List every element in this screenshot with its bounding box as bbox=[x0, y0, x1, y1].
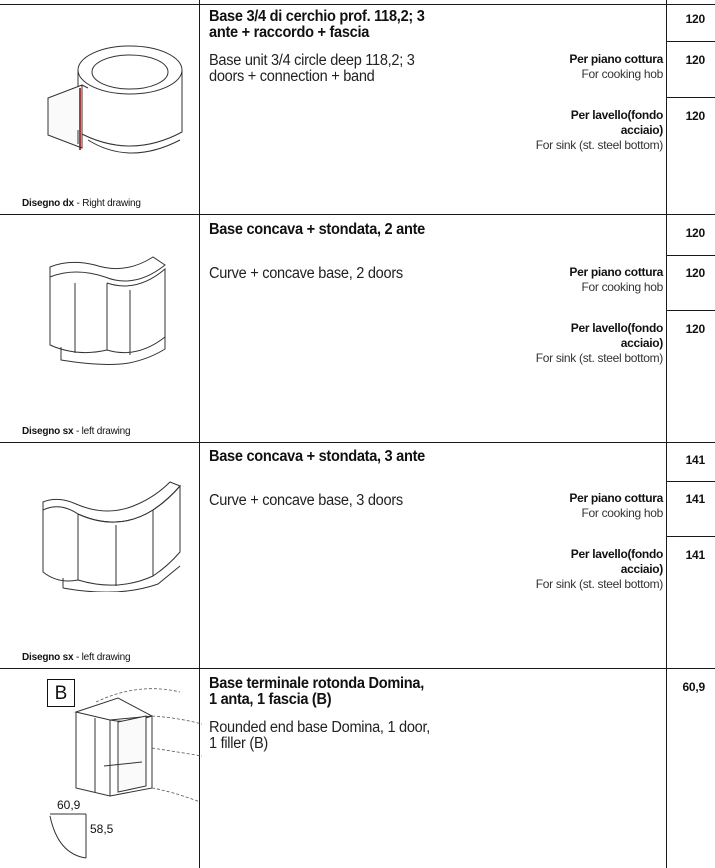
drawing-note bbox=[22, 426, 130, 437]
price-column-divider bbox=[666, 0, 667, 868]
option-label-en: For cooking hob bbox=[581, 67, 663, 81]
drawing-note bbox=[22, 198, 141, 209]
drawing-note-text: - left drawing bbox=[73, 426, 131, 437]
price-separator bbox=[666, 41, 715, 42]
dimension-width: 60,9 bbox=[57, 798, 81, 812]
dimension-depth: 58,5 bbox=[90, 822, 114, 836]
product-drawing bbox=[60, 688, 210, 803]
drawing-note-label: Disegno sx bbox=[22, 652, 74, 663]
product-subtitle: Base unit 3/4 circle deep 118,2; 3 doors + connection + band bbox=[209, 52, 415, 85]
price-base: 141 bbox=[685, 453, 705, 467]
drawing-note bbox=[22, 652, 130, 663]
drawing-note-text: - left drawing bbox=[73, 652, 131, 663]
price-separator bbox=[666, 481, 715, 482]
price-sink: 120 bbox=[685, 109, 705, 123]
option-label: Per piano cottura bbox=[569, 491, 663, 505]
variant-badge: B bbox=[47, 679, 75, 707]
section-divider bbox=[0, 442, 715, 443]
option-label-en: For sink (st. steel bottom) bbox=[535, 577, 663, 591]
product-title: Base 3/4 di cerchio prof. 118,2; 3 ante + raccordo + fascia bbox=[209, 8, 425, 41]
product-drawing bbox=[30, 40, 190, 160]
drawing-note-label: Disegno dx bbox=[22, 198, 74, 209]
option-label: Per piano cottura bbox=[569, 52, 663, 66]
price-separator bbox=[666, 536, 715, 537]
option-label-en: For sink (st. steel bottom) bbox=[535, 138, 663, 152]
product-drawing bbox=[45, 255, 185, 370]
price-separator bbox=[666, 255, 715, 256]
price-sink: 141 bbox=[685, 548, 705, 562]
option-label-en: For cooking hob bbox=[581, 506, 663, 520]
top-rule bbox=[0, 4, 715, 5]
option-sink bbox=[533, 321, 663, 366]
option-sink bbox=[533, 108, 663, 153]
product-subtitle: Rounded end base Domina, 1 door, 1 filler (B) bbox=[209, 719, 431, 752]
price-base: 60,9 bbox=[682, 680, 705, 694]
product-subtitle: Curve + concave base, 3 doors bbox=[209, 492, 403, 509]
section-divider bbox=[0, 668, 715, 669]
option-label: Per piano cottura bbox=[569, 265, 663, 279]
price-hob: 141 bbox=[685, 492, 705, 506]
product-title: Base concava + stondata, 2 ante bbox=[209, 221, 425, 238]
price-hob: 120 bbox=[685, 53, 705, 67]
price-separator bbox=[666, 310, 715, 311]
option-label-en: For sink (st. steel bottom) bbox=[535, 351, 663, 365]
option-hob bbox=[533, 491, 663, 521]
price-separator bbox=[666, 97, 715, 98]
option-label-en: For cooking hob bbox=[581, 280, 663, 294]
section-divider bbox=[0, 214, 715, 215]
price-hob: 120 bbox=[685, 266, 705, 280]
product-subtitle: Curve + concave base, 2 doors bbox=[209, 265, 403, 282]
option-label: Per lavello(fondo acciaio) bbox=[570, 321, 663, 350]
option-label: Per lavello(fondo acciaio) bbox=[570, 547, 663, 576]
dimension-diagram bbox=[40, 808, 110, 866]
option-hob bbox=[533, 52, 663, 82]
price-base: 120 bbox=[685, 12, 705, 26]
product-drawing bbox=[38, 480, 188, 592]
price-base: 120 bbox=[685, 226, 705, 240]
product-title: Base concava + stondata, 3 ante bbox=[209, 448, 425, 465]
price-sink: 120 bbox=[685, 322, 705, 336]
option-sink bbox=[533, 547, 663, 592]
option-label: Per lavello(fondo acciaio) bbox=[570, 108, 663, 137]
product-title: Base terminale rotonda Domina, 1 anta, 1 fascia (B) bbox=[209, 675, 425, 708]
option-hob bbox=[533, 265, 663, 295]
drawing-note-text: - Right drawing bbox=[73, 198, 141, 209]
drawing-note-label: Disegno sx bbox=[22, 426, 74, 437]
